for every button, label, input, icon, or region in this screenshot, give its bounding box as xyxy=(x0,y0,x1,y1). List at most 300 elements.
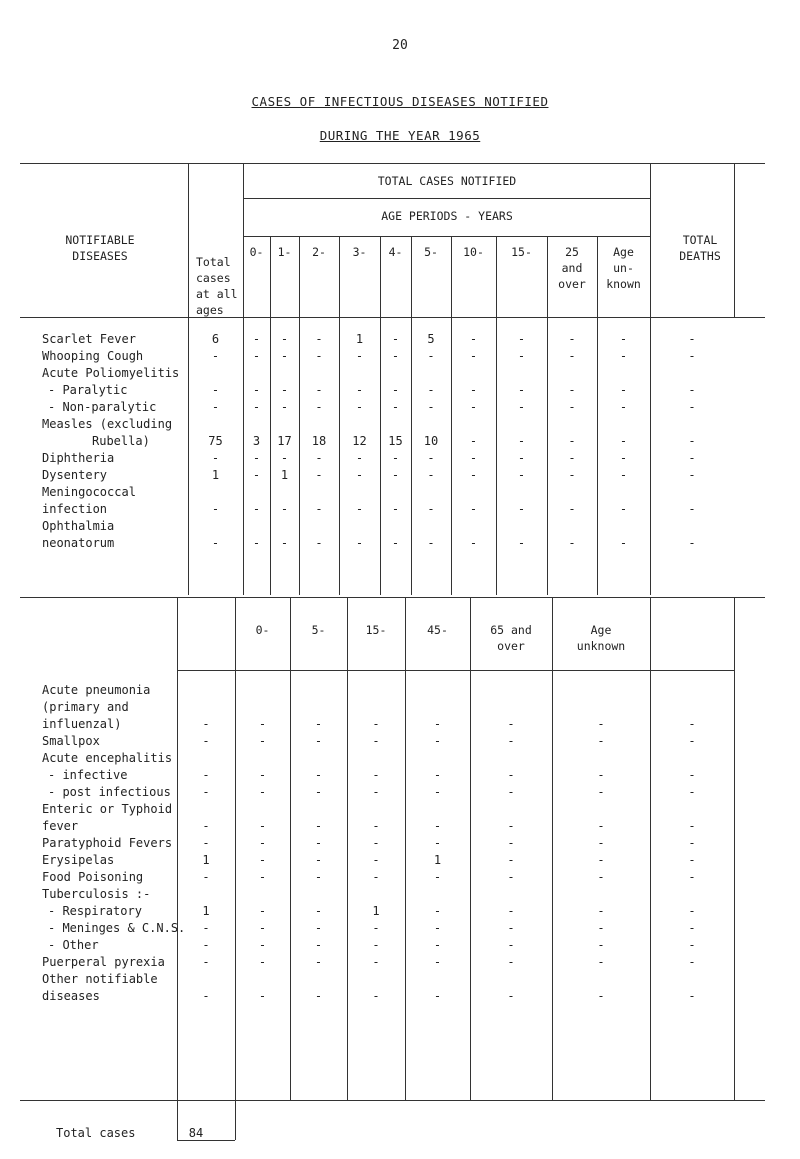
disease-label: Food Poisoning xyxy=(42,870,144,884)
table-cell: - xyxy=(619,332,628,346)
total-cases-all-ages-header: ages xyxy=(196,303,224,317)
title-line-1: CASES OF INFECTIOUS DISEASES NOTIFIED xyxy=(251,94,549,109)
table-cell: - xyxy=(507,853,515,867)
disease-label: Other notifiable xyxy=(42,972,158,986)
table-cell: - xyxy=(355,451,364,465)
table-cell: - xyxy=(568,502,576,516)
table-cell: - xyxy=(280,383,289,397)
table-cell: - xyxy=(688,904,696,918)
table-cell: - xyxy=(427,502,435,516)
rule-v xyxy=(347,597,348,1100)
table-cell: - xyxy=(211,349,220,363)
table-cell: 5 xyxy=(427,332,435,346)
table-cell: - xyxy=(202,734,210,748)
table-cell: - xyxy=(314,989,323,1003)
table-cell: - xyxy=(597,921,605,935)
table-cell: - xyxy=(252,451,261,465)
table-cell: - xyxy=(314,768,323,782)
table-cell: - xyxy=(688,853,696,867)
rule-v xyxy=(547,317,548,595)
table-cell: - xyxy=(258,768,267,782)
rule-v xyxy=(451,317,452,595)
table-cell: - xyxy=(517,349,526,363)
table-cell: - xyxy=(372,768,380,782)
table-cell: - xyxy=(568,536,576,550)
table-cell: - xyxy=(355,383,364,397)
table1-bottom-rule xyxy=(20,597,765,598)
table1-header-bottom-rule xyxy=(20,317,765,318)
rule-v xyxy=(734,597,735,1100)
disease-label: - Meninges & C.N.S. xyxy=(48,921,186,935)
disease-label: Puerperal pyrexia xyxy=(42,955,165,969)
age-col-header: un- xyxy=(613,261,634,275)
table-cell: - xyxy=(258,904,267,918)
table-cell: - xyxy=(433,717,442,731)
rule-v xyxy=(405,597,406,1100)
table-cell: - xyxy=(597,870,605,884)
table-cell: - xyxy=(252,349,261,363)
title-line-2: DURING THE YEAR 1965 xyxy=(319,128,481,143)
table-cell: - xyxy=(372,836,380,850)
table-cell: - xyxy=(507,870,515,884)
table-cell: - xyxy=(507,768,515,782)
table-cell: - xyxy=(688,921,696,935)
disease-label: Rubella) xyxy=(92,434,150,448)
rule-v xyxy=(650,597,651,1100)
table-cell: - xyxy=(597,768,605,782)
disease-label: Meningococcal xyxy=(42,485,136,499)
table-cell: 1 xyxy=(202,904,210,918)
disease-label: Tuberculosis :- xyxy=(42,887,151,901)
total-deaths-header: DEATHS xyxy=(679,249,721,263)
table-cell: - xyxy=(469,451,478,465)
table-cell: - xyxy=(688,349,696,363)
table-cell: - xyxy=(202,717,210,731)
disease-label: Paratyphoid Fevers xyxy=(42,836,173,850)
table-cell: - xyxy=(619,434,628,448)
disease-label: Ophthalmia xyxy=(42,519,115,533)
table-cell: - xyxy=(391,502,400,516)
table-cell: - xyxy=(433,734,442,748)
age-col-header: 0- xyxy=(249,245,264,259)
disease-label: - Paralytic xyxy=(48,383,128,397)
table-cell: - xyxy=(252,536,261,550)
table-cell: 1 xyxy=(211,468,220,482)
table-cell: - xyxy=(469,434,478,448)
table-cell: 18 xyxy=(311,434,327,448)
age-col-header: 2- xyxy=(312,245,326,259)
table-cell: - xyxy=(202,836,210,850)
table-cell: - xyxy=(433,989,442,1003)
table-cell: - xyxy=(688,785,696,799)
age-col-header: 45- xyxy=(427,623,448,637)
table-cell: - xyxy=(315,502,323,516)
age-col-header: 5- xyxy=(424,245,438,259)
total-cases-notified-header: TOTAL CASES NOTIFIED xyxy=(377,174,517,188)
table-cell: - xyxy=(211,536,220,550)
table-cell: - xyxy=(252,383,261,397)
table-cell: - xyxy=(252,400,261,414)
rule-v xyxy=(411,317,412,595)
age-col-header: 1- xyxy=(277,245,292,259)
total-deaths-header: TOTAL xyxy=(682,233,718,247)
age-col-header: 4- xyxy=(388,245,403,259)
table-cell: - xyxy=(597,734,605,748)
total-cases-value: 84 xyxy=(188,1126,204,1140)
table-cell: - xyxy=(427,400,435,414)
age-col-header: 25 xyxy=(565,245,579,259)
table-cell: - xyxy=(372,955,380,969)
disease-label: fever xyxy=(42,819,79,833)
disease-label: - Respiratory xyxy=(48,904,142,918)
disease-label: Scarlet Fever xyxy=(42,332,136,346)
table-cell: - xyxy=(597,717,605,731)
table-cell: - xyxy=(315,332,323,346)
table-cell: - xyxy=(688,768,696,782)
table-cell: - xyxy=(568,451,576,465)
table-cell: - xyxy=(427,349,435,363)
table-cell: - xyxy=(507,836,515,850)
notifiable-diseases-header: DISEASES xyxy=(72,249,128,263)
table-cell: - xyxy=(258,819,267,833)
table-cell: - xyxy=(507,938,515,952)
table-cell: - xyxy=(314,853,323,867)
table-cell: - xyxy=(507,785,515,799)
table-cell: - xyxy=(258,836,267,850)
table-cell: - xyxy=(688,400,696,414)
table-cell: - xyxy=(258,921,267,935)
table-cell: - xyxy=(355,468,364,482)
table-cell: - xyxy=(688,955,696,969)
disease-label: infection xyxy=(42,502,108,516)
table-cell: - xyxy=(507,921,515,935)
table-cell: - xyxy=(372,921,380,935)
age-col-header: Age xyxy=(613,245,634,259)
table-cell: - xyxy=(619,383,628,397)
table-cell: - xyxy=(507,904,515,918)
table-cell: 12 xyxy=(352,434,367,448)
table-cell: 1 xyxy=(355,332,364,346)
table-cell: - xyxy=(619,536,628,550)
table-cell: - xyxy=(507,734,515,748)
rule-v xyxy=(470,597,471,1100)
table-cell: - xyxy=(258,785,267,799)
table-cell: - xyxy=(314,921,323,935)
table-cell: - xyxy=(688,468,696,482)
table-cell: - xyxy=(391,468,400,482)
table-cell: - xyxy=(211,451,220,465)
table-cell: - xyxy=(202,819,210,833)
table-cell: - xyxy=(391,383,400,397)
table-cell: 1 xyxy=(372,904,380,918)
table-cell: - xyxy=(688,734,696,748)
table-cell: - xyxy=(507,819,515,833)
table-cell: - xyxy=(688,870,696,884)
table-cell: - xyxy=(252,332,261,346)
table-cell: - xyxy=(517,502,526,516)
table-cell: - xyxy=(372,989,380,1003)
table-cell: - xyxy=(507,717,515,731)
table-cell: - xyxy=(202,870,210,884)
age-col-header: 65 and xyxy=(490,623,532,637)
table-cell: - xyxy=(433,938,442,952)
age-col-header: 15- xyxy=(365,623,387,637)
disease-label: - infective xyxy=(48,768,128,782)
table-cell: - xyxy=(688,819,696,833)
table-cell: - xyxy=(517,332,526,346)
disease-label: Dysentery xyxy=(42,468,108,482)
age-col-header: unknown xyxy=(576,639,626,653)
table-cell: - xyxy=(372,734,380,748)
table-cell: - xyxy=(433,870,442,884)
table-cell: - xyxy=(252,468,261,482)
table-cell: - xyxy=(280,332,289,346)
rule-v xyxy=(339,317,340,595)
table-cell: - xyxy=(258,938,267,952)
age-periods-rule xyxy=(244,198,650,199)
table-cell: - xyxy=(433,836,442,850)
table-cell: - xyxy=(372,785,380,799)
table-cell: - xyxy=(280,502,289,516)
age-col-header: over xyxy=(558,277,586,291)
total-cases-all-ages-header: Total xyxy=(196,255,231,269)
age-cols-rule xyxy=(244,236,650,237)
table-cell: - xyxy=(568,332,576,346)
disease-label: Acute encephalitis xyxy=(42,751,173,765)
table-cell: - xyxy=(469,383,478,397)
disease-label: Diphtheria xyxy=(42,451,115,465)
table-cell: - xyxy=(517,400,526,414)
disease-label: Enteric or Typhoid xyxy=(42,802,173,816)
table-cell: - xyxy=(258,853,267,867)
table-cell: - xyxy=(355,400,364,414)
table-cell: - xyxy=(597,989,605,1003)
table-cell: - xyxy=(314,938,323,952)
table-cell: - xyxy=(597,904,605,918)
table-cell: - xyxy=(597,853,605,867)
table-cell: - xyxy=(597,955,605,969)
table-cell: - xyxy=(619,468,628,482)
table-cell: - xyxy=(568,468,576,482)
table-cell: 1 xyxy=(433,853,442,867)
table-cell: - xyxy=(597,785,605,799)
age-col-header: Age xyxy=(590,623,612,637)
rule-v xyxy=(496,317,497,595)
table-cell: - xyxy=(391,536,400,550)
table-cell: - xyxy=(258,989,267,1003)
table-cell: - xyxy=(517,468,526,482)
table1-top-rule xyxy=(20,163,765,164)
disease-label: (primary and xyxy=(42,700,129,714)
disease-label: - Non-paralytic xyxy=(48,400,157,414)
table-cell: - xyxy=(355,349,364,363)
table-cell: - xyxy=(202,921,210,935)
table-cell: - xyxy=(314,717,323,731)
table-cell: - xyxy=(202,938,210,952)
table-cell: - xyxy=(315,349,323,363)
table-cell: - xyxy=(507,989,515,1003)
table-cell: - xyxy=(252,502,261,516)
rule-v xyxy=(188,317,189,595)
rule-v xyxy=(290,597,291,1100)
table-cell: - xyxy=(469,332,478,346)
table-cell: - xyxy=(469,502,478,516)
table-cell: - xyxy=(688,536,696,550)
table-cell: - xyxy=(597,836,605,850)
table2-bottom-rule xyxy=(20,1100,765,1101)
table-cell: - xyxy=(372,717,380,731)
table-cell: - xyxy=(315,451,323,465)
table-cell: - xyxy=(211,400,220,414)
disease-label: - Other xyxy=(48,938,99,952)
table-cell: - xyxy=(427,536,435,550)
table-cell: - xyxy=(433,768,442,782)
table-cell: - xyxy=(391,451,400,465)
table-cell: - xyxy=(314,785,323,799)
table-cell: - xyxy=(280,400,289,414)
table-cell: - xyxy=(372,853,380,867)
table-cell: - xyxy=(258,734,267,748)
rule-v xyxy=(650,163,651,317)
table-cell: - xyxy=(314,836,323,850)
table-cell: - xyxy=(688,836,696,850)
table-cell: - xyxy=(688,434,696,448)
table-cell: - xyxy=(517,434,526,448)
table-cell: - xyxy=(315,400,323,414)
table-cell: - xyxy=(372,870,380,884)
table-cell: - xyxy=(314,819,323,833)
total-cases-all-ages-header: cases xyxy=(196,271,231,285)
table-cell: 75 xyxy=(208,434,223,448)
table-cell: - xyxy=(688,717,696,731)
age-col-header: over xyxy=(497,639,525,653)
table-cell: - xyxy=(688,502,696,516)
table-cell: - xyxy=(433,955,442,969)
table-cell: - xyxy=(258,870,267,884)
table-cell: - xyxy=(280,536,289,550)
table-cell: - xyxy=(517,536,526,550)
disease-label: Acute pneumonia xyxy=(42,683,151,697)
disease-label: Smallpox xyxy=(42,734,100,748)
disease-label: Erysipelas xyxy=(42,853,115,867)
total-box-bottom xyxy=(177,1140,235,1141)
table-cell: - xyxy=(619,451,628,465)
table-cell: 1 xyxy=(280,468,289,482)
disease-label: diseases xyxy=(42,989,100,1003)
rule-v xyxy=(597,317,598,595)
table-cell: - xyxy=(391,400,400,414)
table-cell: - xyxy=(688,938,696,952)
age-col-header: 0- xyxy=(255,623,270,637)
table-cell: - xyxy=(619,502,628,516)
total-cases-all-ages-header: at all xyxy=(196,287,238,301)
age-col-header: 3- xyxy=(352,245,367,259)
table-cell: - xyxy=(597,938,605,952)
table-cell: - xyxy=(568,383,576,397)
table-cell: 17 xyxy=(277,434,292,448)
table-cell: - xyxy=(688,332,696,346)
age-col-header: 15- xyxy=(511,245,532,259)
table-cell: - xyxy=(688,989,696,1003)
table-cell: - xyxy=(315,383,323,397)
disease-label: Acute Poliomyelitis xyxy=(42,366,180,380)
table-cell: - xyxy=(314,734,323,748)
table-cell: - xyxy=(391,349,400,363)
table-cell: - xyxy=(469,536,478,550)
table-cell: - xyxy=(258,717,267,731)
table-cell: - xyxy=(568,434,576,448)
rule-v xyxy=(552,597,553,1100)
disease-label: - post infectious xyxy=(48,785,171,799)
table-cell: - xyxy=(568,349,576,363)
table-cell: - xyxy=(211,383,220,397)
page-number: 20 xyxy=(392,38,408,53)
disease-label: influenzal) xyxy=(42,717,122,731)
table-cell: - xyxy=(619,349,628,363)
table-cell: - xyxy=(314,870,323,884)
table-cell: - xyxy=(427,468,435,482)
table-cell: 1 xyxy=(202,853,210,867)
table-cell: - xyxy=(433,819,442,833)
table-cell: - xyxy=(280,349,289,363)
rule-v xyxy=(188,163,189,317)
total-cases-label: Total cases xyxy=(56,1126,136,1140)
table-cell: - xyxy=(355,536,364,550)
table-cell: - xyxy=(202,955,210,969)
table-cell: - xyxy=(433,785,442,799)
table-cell: - xyxy=(258,955,267,969)
table-cell: - xyxy=(469,400,478,414)
age-col-header: and xyxy=(561,261,583,275)
table-cell: - xyxy=(688,383,696,397)
table-cell: - xyxy=(202,989,210,1003)
table-cell: - xyxy=(372,819,380,833)
age-col-header: 10- xyxy=(463,245,484,259)
rule-v xyxy=(650,317,651,595)
table-cell: - xyxy=(568,400,576,414)
table-cell: 15 xyxy=(388,434,403,448)
table-cell: - xyxy=(372,938,380,952)
table-cell: - xyxy=(619,400,628,414)
table-cell: - xyxy=(507,955,515,969)
table-cell: - xyxy=(469,349,478,363)
table-cell: - xyxy=(315,468,323,482)
table-cell: - xyxy=(202,785,210,799)
table-cell: - xyxy=(597,819,605,833)
notifiable-diseases-header: NOTIFIABLE xyxy=(65,233,135,247)
table-cell: - xyxy=(433,921,442,935)
table-cell: 6 xyxy=(211,332,220,346)
table-cell: 3 xyxy=(252,434,261,448)
rule-v xyxy=(235,1100,236,1140)
table-cell: - xyxy=(517,451,526,465)
table-cell: - xyxy=(427,451,435,465)
table-cell: - xyxy=(469,468,478,482)
table-cell: 10 xyxy=(423,434,439,448)
disease-label: neonatorum xyxy=(42,536,115,550)
age-col-header: known xyxy=(606,277,641,291)
table-cell: - xyxy=(315,536,323,550)
table-cell: - xyxy=(391,332,400,346)
table-cell: - xyxy=(314,955,323,969)
table-cell: - xyxy=(280,451,289,465)
table-cell: - xyxy=(211,502,220,516)
age-col-header: 5- xyxy=(311,623,326,637)
rule-v xyxy=(177,597,178,1100)
disease-label: Measles (excluding xyxy=(42,417,173,431)
table-cell: - xyxy=(202,768,210,782)
table-cell: - xyxy=(427,383,435,397)
